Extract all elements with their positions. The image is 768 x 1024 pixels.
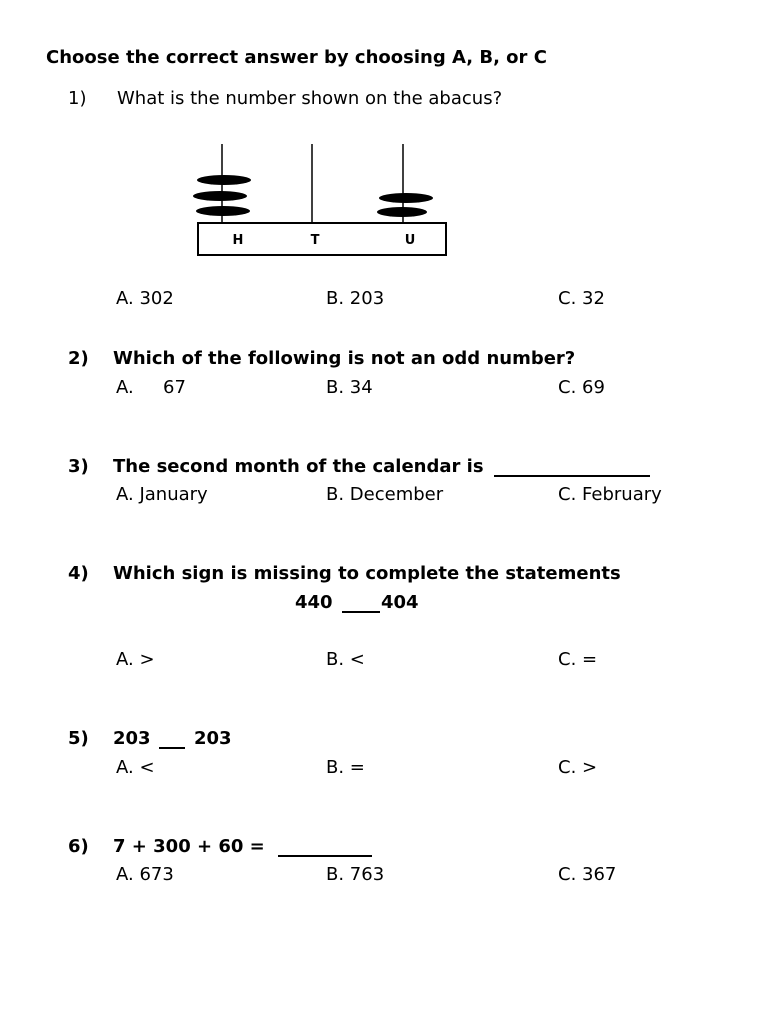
q6-option-c[interactable]: C. 367 bbox=[558, 864, 617, 885]
q5-option-c[interactable]: C. > bbox=[558, 757, 598, 778]
question-4-number: 4) bbox=[68, 563, 89, 584]
instructions-heading: Choose the correct answer by choosing A, B, or C bbox=[46, 47, 547, 68]
abacus-bead bbox=[197, 175, 251, 185]
question-4-statement-right: 404 bbox=[381, 592, 419, 613]
q4-option-c[interactable]: C. = bbox=[558, 649, 598, 670]
q5-option-a[interactable]: A. < bbox=[116, 757, 155, 778]
q2-option-a-value[interactable]: 67 bbox=[163, 377, 186, 398]
abacus-bead bbox=[379, 193, 433, 203]
question-6-text: 7 + 300 + 60 = bbox=[113, 836, 265, 857]
q3-option-a[interactable]: A. January bbox=[116, 484, 208, 505]
question-3-text: The second month of the calendar is bbox=[113, 456, 484, 477]
q2-option-c[interactable]: C. 69 bbox=[558, 377, 605, 398]
q3-option-b[interactable]: B. December bbox=[326, 484, 444, 505]
question-1-number: 1) bbox=[68, 88, 87, 109]
question-1-text: What is the number shown on the abacus? bbox=[117, 88, 503, 109]
abacus-diagram bbox=[190, 140, 460, 260]
q5-option-b[interactable]: B. = bbox=[326, 757, 365, 778]
q6-option-a[interactable]: A. 673 bbox=[116, 864, 174, 885]
q6-option-b[interactable]: B. 763 bbox=[326, 864, 385, 885]
q1-option-c[interactable]: C. 32 bbox=[558, 288, 605, 309]
question-4-text: Which sign is missing to complete the statements bbox=[113, 563, 621, 584]
abacus-bead bbox=[193, 191, 247, 201]
question-6-number: 6) bbox=[68, 836, 89, 857]
abacus-bead bbox=[377, 207, 427, 217]
abacus-bead bbox=[196, 206, 250, 216]
abacus-label-t: T bbox=[310, 233, 320, 248]
question-6-answer-blank[interactable] bbox=[278, 838, 372, 857]
q1-option-a[interactable]: A. 302 bbox=[116, 288, 174, 309]
q4-option-b[interactable]: B. < bbox=[326, 649, 365, 670]
question-5-sign-blank[interactable] bbox=[159, 730, 185, 749]
abacus-label-h: H bbox=[232, 233, 244, 248]
question-3-number: 3) bbox=[68, 456, 89, 477]
q3-option-c[interactable]: C. February bbox=[558, 484, 662, 505]
question-3-answer-blank[interactable] bbox=[494, 457, 650, 477]
question-4-sign-blank[interactable] bbox=[342, 593, 380, 613]
question-4-statement-left: 440 bbox=[295, 592, 333, 613]
abacus-label-u: U bbox=[404, 233, 416, 248]
question-5-right-number: 203 bbox=[194, 728, 232, 749]
question-5-number: 5) bbox=[68, 728, 89, 749]
q1-option-b[interactable]: B. 203 bbox=[326, 288, 385, 309]
question-2-text: Which of the following is not an odd number? bbox=[113, 348, 576, 369]
q4-option-a[interactable]: A. > bbox=[116, 649, 155, 670]
question-5-left-number: 203 bbox=[113, 728, 151, 749]
question-2-number: 2) bbox=[68, 348, 89, 369]
q2-option-b[interactable]: B. 34 bbox=[326, 377, 373, 398]
q2-option-a-letter[interactable]: A. bbox=[116, 377, 134, 398]
